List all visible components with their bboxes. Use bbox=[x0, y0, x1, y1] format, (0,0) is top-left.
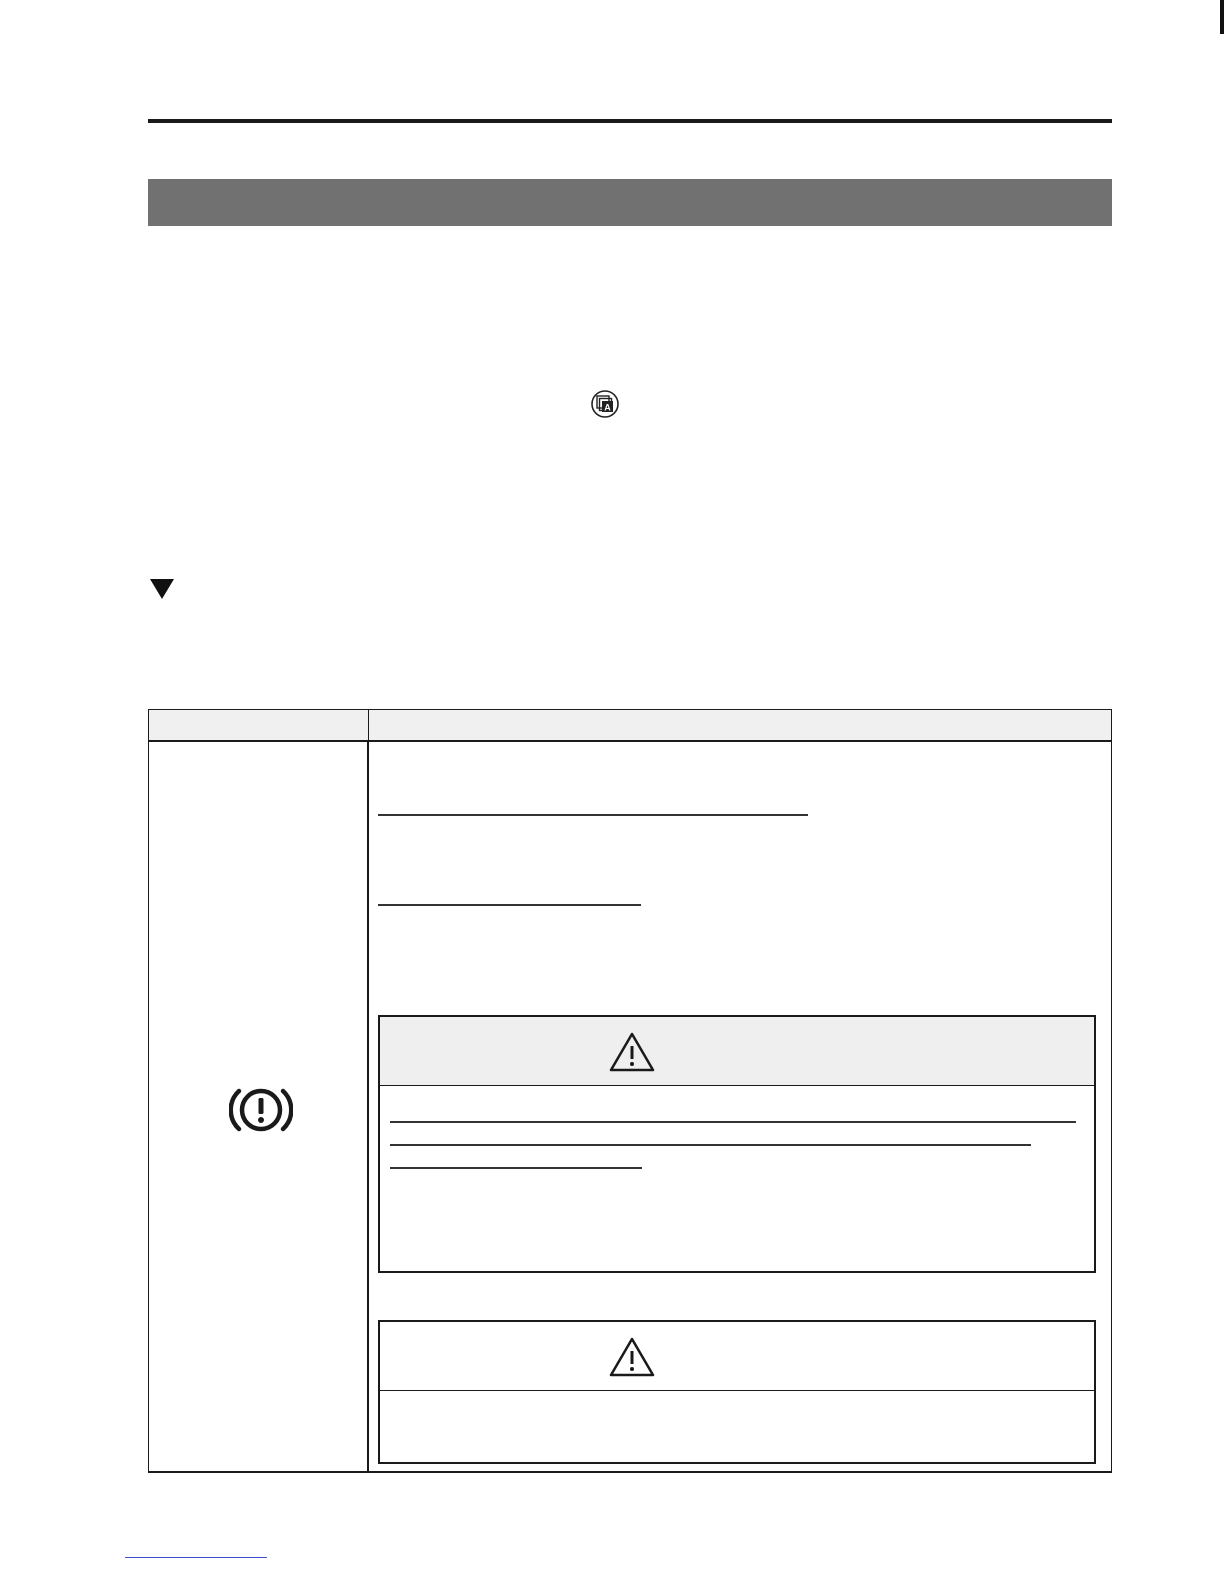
indicator-cell bbox=[148, 740, 369, 1473]
caution-box bbox=[378, 1320, 1096, 1464]
brake-warning-indicator-icon bbox=[229, 1078, 293, 1142]
caution-triangle-icon bbox=[608, 1336, 656, 1378]
section-title-bar bbox=[148, 179, 1112, 226]
header-rule bbox=[148, 119, 1112, 123]
warning-box bbox=[378, 1015, 1096, 1273]
indicator-table bbox=[148, 709, 1112, 1473]
text-underline bbox=[378, 904, 641, 906]
warning-text-underline bbox=[390, 1144, 1031, 1146]
description-cell bbox=[368, 740, 1112, 1473]
section-title bbox=[148, 190, 164, 215]
triangle-down-bullet-icon bbox=[149, 578, 175, 600]
text-underline bbox=[378, 814, 808, 816]
warning-text-underline bbox=[390, 1121, 1076, 1123]
link-underline[interactable] bbox=[125, 1557, 267, 1558]
warning-triangle-icon bbox=[608, 1031, 656, 1073]
caution-header bbox=[380, 1322, 1094, 1391]
warning-text-underline bbox=[390, 1167, 642, 1169]
svg-text:A: A bbox=[604, 402, 611, 413]
table-header-indicator bbox=[148, 709, 369, 742]
warning-header bbox=[380, 1017, 1094, 1086]
display-mode-a-icon bbox=[591, 390, 619, 418]
page-edge-tab-mark bbox=[1220, 0, 1224, 34]
table-header-description bbox=[368, 709, 1112, 742]
